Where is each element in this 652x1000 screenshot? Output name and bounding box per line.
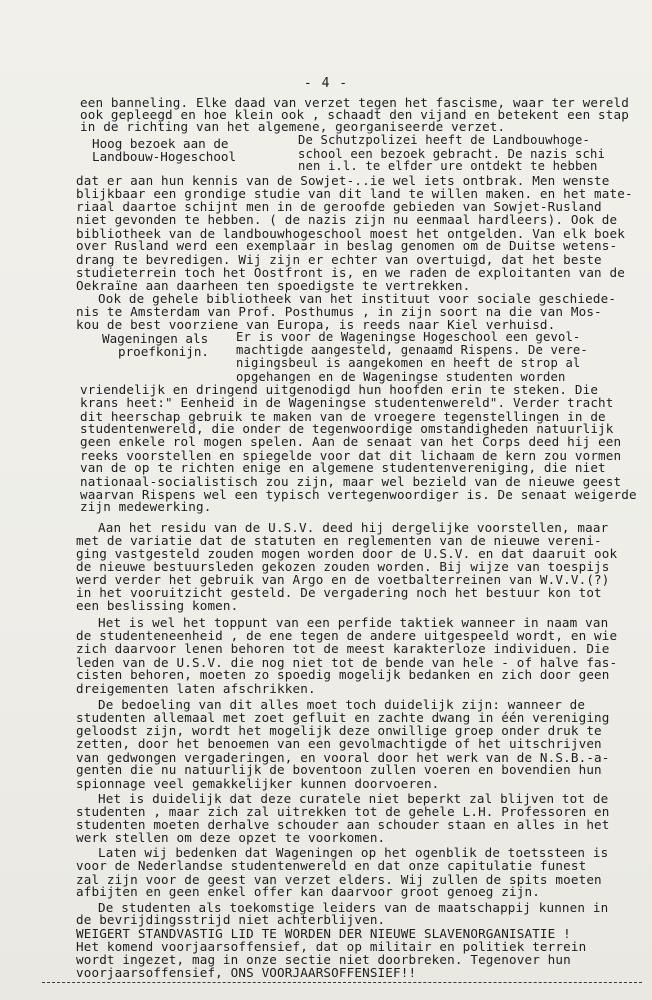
text-line: dat er aan hun kennis van de Sowjet-..ie wel iets ontbrak. Men wenste: [76, 173, 610, 188]
text-line: leden van de U.S.V. die nog niet tot de bende van hele - of halve fas-: [76, 655, 618, 670]
text-line: reeks voorstellen en spiegelde voor dat dit lichaam de kern zou vormen: [80, 448, 622, 463]
text-line: Het is duidelijk dat deze curatele niet beperkt zal blijven tot de: [98, 791, 609, 806]
text-line: ging vastgesteld zouden mogen worden door de U.S.V. en dat daaruit ook: [76, 546, 618, 561]
text-line: Laten wij bedenken dat Wageningen op het ogenblik de toetssteen is: [98, 845, 609, 860]
text-line: nen i.l. te elfder ure ontdekt te hebben: [298, 159, 598, 173]
text-line: voor de Nederlandse studentenwereld en dat onze capitulatie funest: [76, 858, 587, 873]
text-line: nis te Amsterdam van Prof. Posthumus , in zijn soort na die van Mos-: [76, 304, 602, 319]
text-line: opgehangen en de Wageningse studenten worden: [236, 370, 566, 384]
text-line: genten die nu natuurlijk de boventoon zullen voeren en bovendien hun: [76, 762, 602, 777]
text-line: een beslissing komen.: [76, 598, 239, 613]
text-line: studieterrein toch het Oostfront is, en we raden de exploitanten van de: [76, 265, 625, 280]
text-line: zal zijn voor de geest van verzet elders. Wij zullen de spits moeten: [76, 872, 602, 887]
text-line: cisten behoren, moeten zo spoedig mogelijk bedanken en zich door geen: [76, 667, 610, 682]
text-line: van de op te richten enige en algemene studentenvereniging, die niet: [80, 460, 606, 475]
bottom-dashed-rule: [42, 982, 642, 983]
text-line: studenten allemaal met zoet gefluit en zachte dwang in één vereniging: [76, 710, 610, 725]
text-line: WEIGERT STANDVASTIG LID TE WORDEN DER NIEUWE SLAVENORGANISATIE !: [76, 926, 571, 941]
page-number: - 4 -: [303, 76, 349, 91]
text-line: in het vooruitzicht gesteld. De vergadering noch het bestuur kon tot: [76, 585, 602, 600]
text-line: zetten, door het benoemen van een gevolmachtigde of het uitschrijven: [76, 736, 602, 751]
text-line: een banneling. Elke daad van verzet tegen het fascisme, waar ter wereld: [80, 95, 629, 110]
side-heading-line: Wageningen als: [102, 331, 209, 346]
text-line: de bevrijdingsstrijd niet achterblijven.: [76, 912, 386, 927]
text-line: wordt ingezet, mag in onze sectie niet doorbreken. Tegenover hun: [76, 952, 571, 967]
text-line: riaal daartoe schijnt men in de geroofde gebieden van Sowjet-Rusland: [76, 199, 602, 214]
text-line: machtigde aangesteld, genaamd Rispens. De vere-: [236, 343, 588, 357]
text-line: werd verder het gebruik van Argo en de voetbalterreinen van W.V.V.(?): [76, 572, 610, 587]
side-heading-line: proefkonijn.: [118, 344, 209, 359]
text-line: nationaal-socialistisch zou zijn, maar wel bezield van de nieuwe geest: [80, 474, 622, 489]
text-line: studentenwereld, die onder de tegenwoordige omstandigheden natuurlijk: [80, 421, 614, 436]
text-line: blijkbaar een grondige studie van dit land te willen maken. en het mate-: [76, 186, 633, 201]
text-line: van gedwongen vergaderingen, en vooral door het werk van de N.S.B.-a-: [76, 750, 610, 765]
text-line: over Rusland werd een exemplaar in beslag genomen om de Duitse wetens-: [76, 238, 618, 253]
text-line: dit heerschap gebruik te maken van de vroegere tegenstellingen in de: [80, 409, 606, 424]
text-line: Het is wel het toppunt van een perfide taktiek wanneer in naam van: [98, 615, 609, 630]
text-line: geen enkele rol mogen spelen. Aan de senaat van het Corps deed hij een: [80, 434, 622, 449]
text-line: kou de best voorziene van Europa, is reeds naar Kiel verhuisd.: [76, 317, 556, 332]
side-heading-line: Hoog bezoek aan de: [92, 136, 229, 151]
text-line: de studenteneenheid , de ene tegen de andere uitgespeeld wordt, en wie: [76, 628, 618, 643]
text-line: Het komend voorjaarsoffensief, dat op militair en politiek terrein: [76, 939, 587, 954]
text-line: zich daarvoor lenen behoren tot de meest karakterloze individuen. Die: [76, 641, 610, 656]
text-line: dreigementen laten afschrikken.: [76, 681, 316, 696]
text-line: Er is voor de Wageningse Hogeschool een gevol-: [236, 330, 581, 344]
text-line: ook gepleegd en hoe klein ook , schaadt den vijand en betekent een stap: [80, 107, 629, 122]
text-line: geloodst zijn, wordt het mogelijk deze onwillige groep onder druk te: [76, 723, 602, 738]
text-line: nigingsbeul is aangekomen en heeft de strop al: [236, 356, 581, 370]
text-line: met de variatie dat de statuten en reglementen van de nieuwe vereni-: [76, 533, 602, 548]
text-line: waarvan Rispens wel een typisch vertegenwoordiger is. De senaat weigerde: [80, 487, 637, 502]
text-line: vriendelijk en dringend uitgenodigd hun hoofden erin te steken. Die: [80, 382, 599, 397]
text-line: De Schutzpolizei heeft de Landbouwhoge-: [298, 133, 591, 147]
text-line: krans heet:" Eenheid in de Wageningse studentenwereld". Verder tracht: [80, 395, 614, 410]
text-line: voorjaarsoffensief, ONS VOORJAARSOFFENSIEF!!: [76, 965, 417, 980]
text-line: bibliotheek van de landbouwhogeschool moest het ontgelden. Van elk boek: [76, 226, 625, 241]
text-line: drang te bevredigen. Wij zijn er echter van overtuigd, dat het beste: [76, 252, 602, 267]
text-line: spionnage veel gemakkelijker kunnen doorvoeren.: [76, 776, 440, 791]
text-line: niet gevonden te hebben. ( de nazis zijn nu eenmaal hardleers). Ook de: [76, 212, 618, 227]
text-line: Oekraïne aan daarheen ten spoedigste te vertrekken.: [76, 278, 471, 293]
text-line: werk stellen om deze opzet te voorkomen.: [76, 830, 386, 845]
text-line: De bedoeling van dit alles moet toch duidelijk zijn: wanneer de: [98, 697, 586, 712]
text-line: afbijten en geen enkel offer kan daarvoor groot genoeg zijn.: [76, 884, 540, 899]
text-line: studenten moeten derhalve schouder aan schouder staan en alles in het: [76, 817, 610, 832]
text-line: zijn medewerking.: [80, 499, 212, 514]
text-line: De studenten als toekomstige leiders van de maatschappij kunnen in: [98, 900, 609, 915]
text-line: Aan het residu van de U.S.V. deed hij dergelijke voorstellen, maar: [98, 520, 609, 535]
side-heading-line: Landbouw-Hogeschool: [92, 149, 237, 164]
text-line: school een bezoek gebracht. De nazis schi: [298, 147, 605, 161]
text-line: studenten , maar zich zal uitrekken tot de gehele L.H. Professoren en: [76, 804, 610, 819]
text-line: de nieuwe bestuursleden gekozen zouden worden. Bij wijze van toespijs: [76, 559, 610, 574]
text-line: in de richting van het algemene, georganiseerde verzet.: [80, 119, 506, 134]
text-line: Ook de gehele bibliotheek van het instituut voor sociale geschiede-: [98, 291, 617, 306]
